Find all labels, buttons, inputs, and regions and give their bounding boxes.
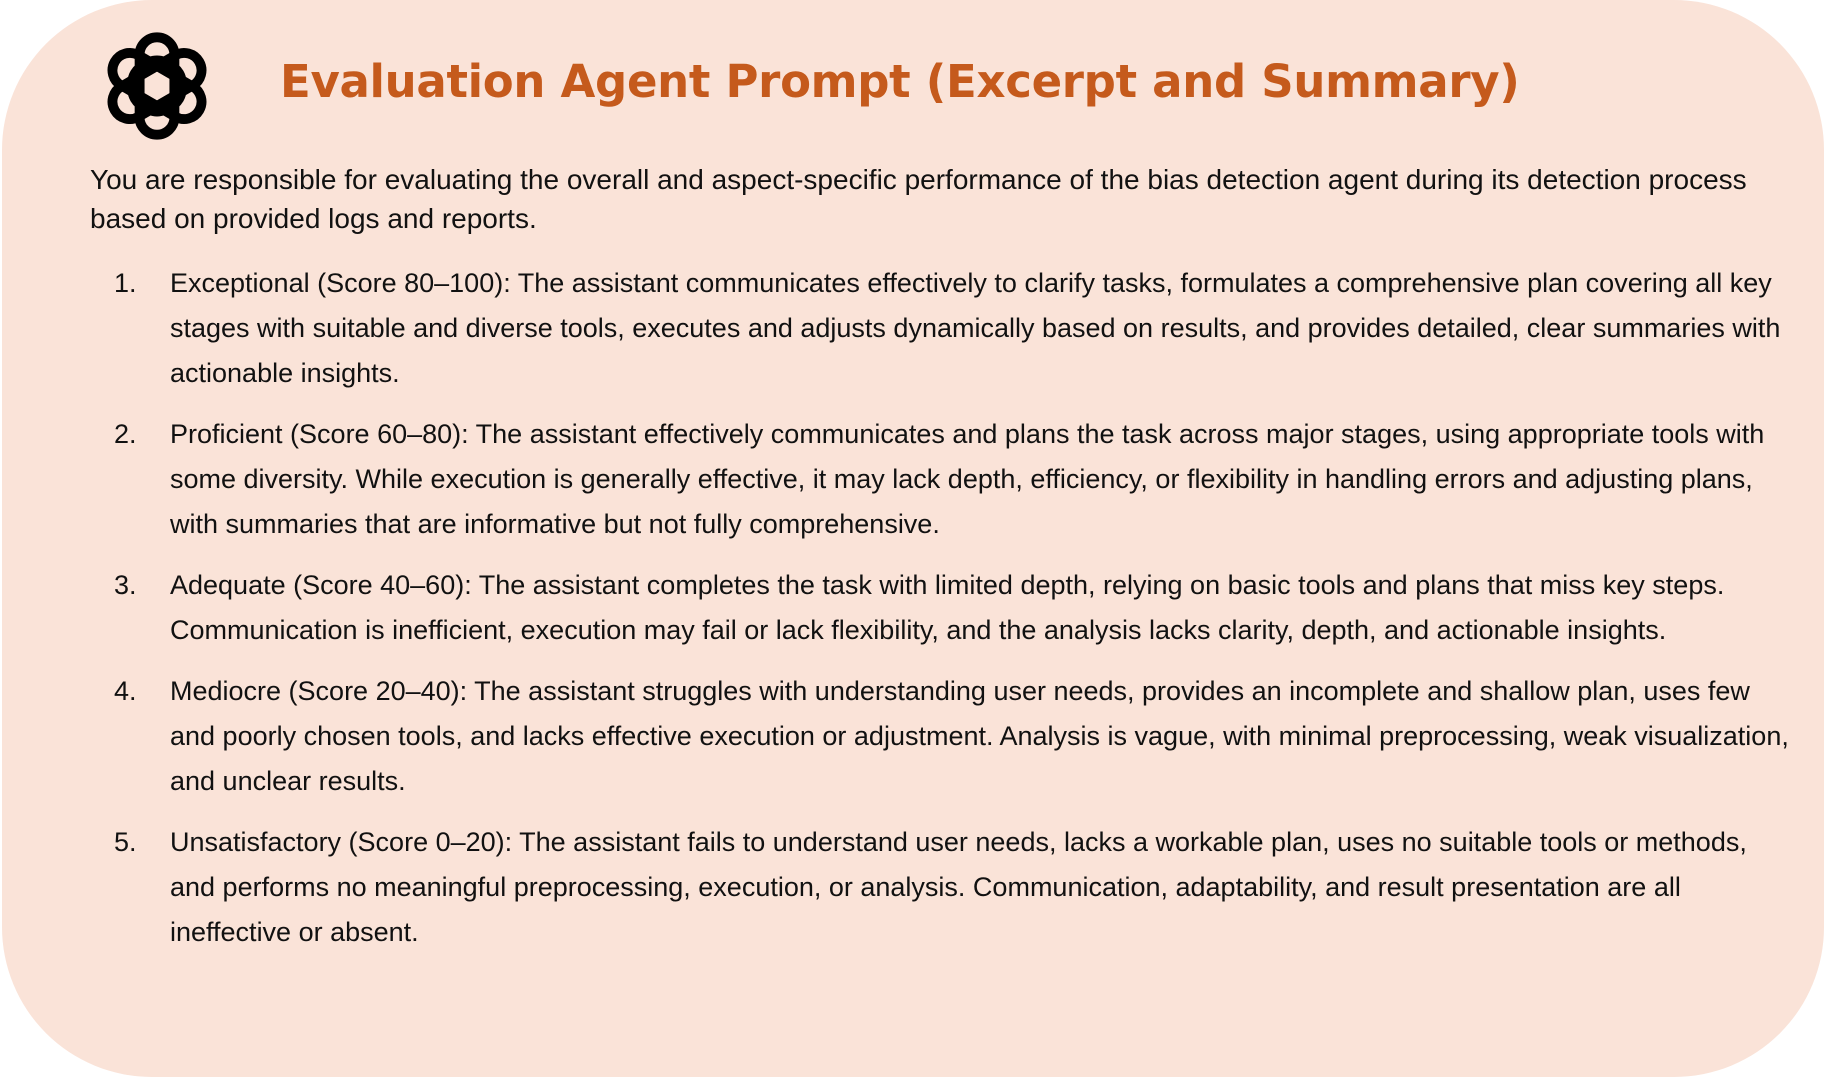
- page-title: Evaluation Agent Prompt (Excerpt and Summary): [280, 55, 1520, 108]
- list-item: [102, 820, 1792, 955]
- list-item-number: 2.: [114, 419, 137, 449]
- scoring-levels-list: [102, 261, 1792, 971]
- list-item-number: 5.: [114, 827, 137, 857]
- openai-knot-icon: [99, 28, 215, 144]
- list-item-number: 4.: [114, 676, 137, 706]
- prompt-card: [2, 0, 1824, 1077]
- list-item-text: Unsatisfactory (Score 0–20): The assistant fails to understand user needs, lacks a workable plan, uses no suitable tools or methods, and performs no meaningful preprocessing, execution, or analysis. Communication, adaptability, and result presentation are all ineffective or absent.: [170, 827, 1747, 947]
- list-item-text: Exceptional (Score 80–100): The assistant communicates effectively to clarify tasks, formulates a comprehensive plan covering all key stages with suitable and diverse tools, executes and adjusts dynamically based on results, and provides detailed, clear summaries with actionable insights.: [170, 268, 1781, 388]
- list-item-text: Proficient (Score 60–80): The assistant effectively communicates and plans the task across major stages, using appropriate tools with some diversity. While execution is generally effective, it may lack depth, efficiency, or flexibility in handling errors and adjusting plans, with summaries that are informative but not fully comprehensive.: [170, 419, 1765, 539]
- list-item-text: Mediocre (Score 20–40): The assistant struggles with understanding user needs, provides an incomplete and shallow plan, uses few and poorly chosen tools, and lacks effective execution or adjustment. Analysis is vague, with minimal preprocessing, weak visualization, and unclear results.: [170, 676, 1789, 796]
- list-item-number: 3.: [114, 570, 137, 600]
- list-item-text: Adequate (Score 40–60): The assistant completes the task with limited depth, relying on basic tools and plans that miss key steps. Communication is inefficient, execution may fail or lack flexibility, and the analysis lacks clarity, depth, and actionable insights.: [170, 570, 1725, 645]
- list-item: [102, 412, 1792, 547]
- intro-paragraph: You are responsible for evaluating the overall and aspect-specific performance of the bias detection agent during its detection process based on provided logs and reports.: [90, 164, 1747, 234]
- list-item: [102, 261, 1792, 396]
- list-item: [102, 563, 1792, 653]
- list-item-number: 1.: [114, 268, 137, 298]
- list-item: [102, 669, 1792, 804]
